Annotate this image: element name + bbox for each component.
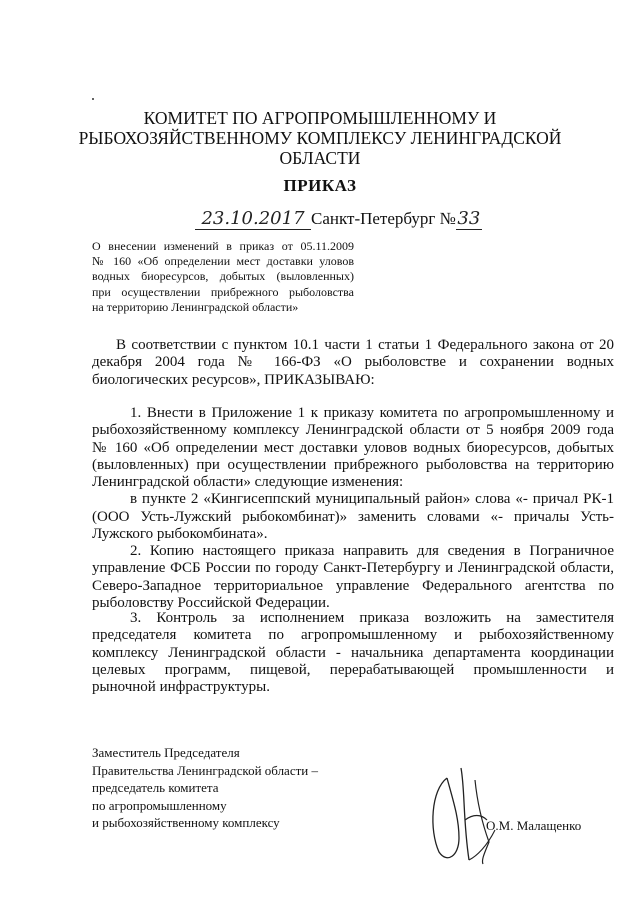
item-2-line: Северо-Западное территориальное управление Федерального агентства по [92,577,614,594]
order-subject [92,239,354,315]
preamble-line: декабря 2004 года № 166-ФЗ «О рыболовстве и сохранении водных [92,354,614,371]
signatory-name: О.М. Малащенко [486,818,582,833]
issuer-line-2: РЫБОХОЗЯЙСТВЕННОМУ КОМПЛЕКСУ ЛЕНИНГРАДСКОЙ [78,128,562,148]
order-item-2 [92,543,614,612]
item-3-line: целевых программ, пищевой, перерабатывающей промышленности и [92,661,614,678]
preamble-line: В соответствии с пунктом 10.1 части 1 статьи 1 Федерального закона от 20 [116,337,614,353]
city-name: Санкт-Петербург [311,209,436,228]
subject-line: водных биоресурсов, добытых (выловленных) [92,269,354,284]
item-1-line: рыбохозяйственному комплексу Ленинградской области от 5 ноября 2009 года [92,422,614,439]
issuer-line-1: КОМИТЕТ ПО АГРОПРОМЫШЛЕННОМУ И [143,108,497,128]
issuer-header [60,108,580,168]
document-title: ПРИКАЗ [283,176,357,195]
item-3-line: 3. Контроль за исполнением приказа возложить на заместителя [130,610,614,626]
item-3-line: комплексу Ленинградской области - начальника департамента координации [92,644,614,661]
signatory-position [92,744,318,832]
issuer-line-3: ОБЛАСТИ [279,148,361,168]
signatory-line: Правительства Ленинградской области – [92,762,318,778]
item-1-change-line: (ООО Усть-Лужский рыбокомбинат)» заменить словами «- причалы Усть- [92,508,614,525]
item-3-line: рыночной инфраструктуры. [92,679,270,696]
item-3-line: председателя комитета по агропромышленному и рыбохозяйственному [92,627,614,644]
item-1-change-line: в пункте 2 «Кингисеппский муниципальный район» слова «- причал РК-1 [130,491,614,508]
date-line [195,208,482,230]
item-1-change-line: Лужского рыбокомбината». [92,526,268,543]
subject-line: на территорию Ленинградской области» [92,299,299,314]
order-item-1 [92,405,614,543]
item-1-line: Ленинградской области» следующие изменения: [92,474,404,491]
signatory-line: Заместитель Председателя [92,745,240,760]
signatory-line: и рыбохозяйственному комплексу [92,815,280,830]
item-2-line: управление ФСБ России по городу Санкт-Петербургу и Ленинградской области, [92,560,614,577]
subject-line: при осуществлении прибрежного рыболовства [92,284,354,299]
scan-speck [92,98,94,100]
item-1-line: (выловленных) при осуществлении прибрежного рыболовства на территорию [92,456,614,473]
item-1-line: 1. Внести в Приложение 1 к приказу комитета по агропромышленному и [130,405,614,421]
handwritten-date: 23.10.2017 [195,208,311,230]
item-1-line: № 160 «Об определении мест доставки уловов водных биоресурсов, добытых [92,439,614,456]
preamble [92,337,614,389]
order-item-3 [92,610,614,696]
handwritten-number: 33 [457,208,481,229]
subject-line: № 160 «Об определении мест доставки уловов [92,254,354,269]
preamble-line: биологических ресурсов», ПРИКАЗЫВАЮ: [92,371,375,388]
signatory-line: председатель комитета [92,780,219,795]
handwritten-signature [425,760,500,870]
subject-line: О внесении изменений в приказ от 05.11.2009 [92,239,354,253]
item-2-line: рыболовству Российской Федерации. [92,594,330,611]
signatory-line: по агропромышленному [92,797,227,813]
item-2-line: 2. Копию настоящего приказа направить для сведения в Пограничное [130,543,614,559]
number-label: № [439,209,456,228]
